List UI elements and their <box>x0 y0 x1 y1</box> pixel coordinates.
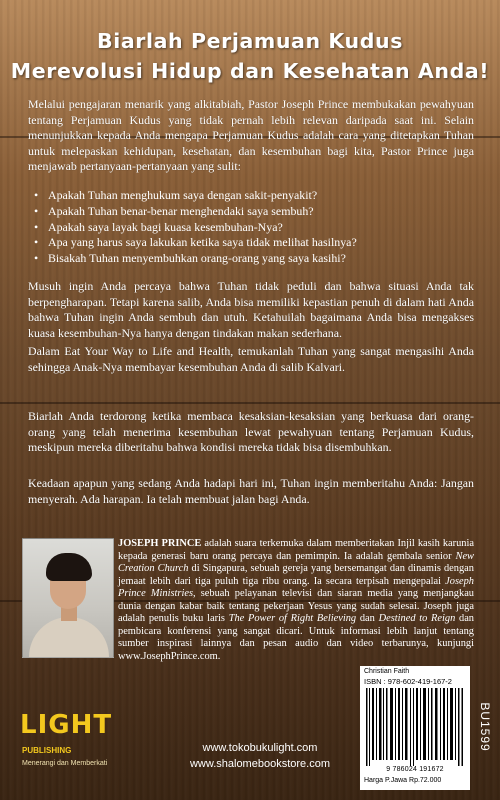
headline <box>0 26 500 86</box>
store-urls <box>160 740 360 772</box>
paragraph-testimonies: Biarlah Anda terdorong ketika membaca kesaksian-kesaksian yang berkuasa dari orang-orang yang telah menerima kesembuhan lewat pewahyuan tentang Perjamuan Kudus, meskipun mereka diberitahu bahwa kondisi mereka tidak bisa disembuhkan. <box>28 409 474 455</box>
barcode-label <box>360 666 470 790</box>
publisher-subtitle: PUBLISHING <box>22 746 72 755</box>
barcode-number: 9 786024 191672 <box>386 766 444 773</box>
paragraph-hope: Keadaan apapun yang sedang Anda hadapi hari ini, Tuhan ingin memberitahu Anda: Jangan menyerah. Ada harapan. Ia telah membuat jalan bagi Anda. <box>28 476 474 506</box>
publisher-name: LIGHT <box>20 710 113 740</box>
bullet-icon: • <box>34 251 39 266</box>
wood-seam <box>0 402 500 404</box>
publisher-tagline: Menerangi dan Memberkati <box>22 760 108 767</box>
question-item <box>28 251 474 267</box>
book-category: Christian Faith <box>364 668 410 675</box>
question-text: Apakah Tuhan menghukum saya dengan sakit-penyakit? <box>48 188 318 202</box>
question-text: Apa yang harus saya lakukan ketika saya tidak melihat hasilnya? <box>48 235 357 250</box>
isbn-text: ISBN : 978-602-419-167-2 <box>364 677 452 686</box>
ministry-name: Joseph Prince Ministries <box>118 575 474 599</box>
bullet-icon: • <box>34 219 39 234</box>
author-name: JOSEPH PRINCE <box>118 538 202 549</box>
question-item <box>28 204 474 220</box>
store-url[interactable]: www.shalomebookstore.com <box>189 758 330 770</box>
church-name: New Creation Church <box>118 550 474 574</box>
barcode-icon <box>366 688 464 766</box>
price-text: Harga P.Jawa Rp.72.000 <box>364 777 442 784</box>
author-bio: JOSEPH PRINCE adalah suara terkemuka dalam memberitakan Injil kasih karunia kepada generasi baru orang percaya dan pemimpin. Ia adalah gembala senior New Creation Church di Singapura, sebuah gereja yang bersemangat dan dinamis dengan jemaat lebih dari tiga puluh tiga ribu orang. Ia secara terpisah mengepalai Joseph Prince Ministries, sebuah pelayanan televisi dan siaran media yang menjangkau dunia dengan kabar baik tentang pekerjaan Yesus yang sudah selesai. Joseph juga adalah penulis buku laris The Power of Right Believing dan Destined to Reign dan pembicara konferensi yang sangat dicari. Untuk informasi lebih lanjut tentang sumber inspirasi lainnya dan pesan audio dan video terbarunya, kunjungi www.JosephPrince.com. <box>118 538 475 662</box>
paragraph-enemy: Musuh ingin Anda percaya bahwa Tuhan tidak peduli dan bahwa situasi Anda tak berpengharapan. Tetapi karena salib, Anda bisa memiliki kepastian penuh di dalam hati Anda bahwa Tuhan ingin Anda sembuh dan utuh. Ketahuilah bagaimana Anda bisa mengakses kuasa kesembuhan-Nya hanya dengan tindakan makan sederhana. <box>28 279 474 340</box>
book-title-1: The Power of Right Believing <box>228 613 357 624</box>
question-item <box>28 188 474 204</box>
side-code <box>474 668 496 786</box>
author-photo <box>22 538 114 658</box>
question-text: Apakah Tuhan benar-benar menghendaki saya sembuh? <box>48 203 314 218</box>
bullet-icon: • <box>34 203 39 218</box>
question-item <box>28 235 474 251</box>
paragraph-book: Dalam Eat Your Way to Life and Health, temukanlah Tuhan yang sangat mengasihi Anda sehingga Anak-Nya membayar kesembuhan Anda di salib Kalvari. <box>28 344 474 374</box>
headline-line-1: Biarlah Perjamuan Kudus <box>97 29 403 53</box>
question-text: Bisakah Tuhan menyembuhkan orang-orang yang saya kasihi? <box>48 251 346 266</box>
bullet-icon: • <box>34 188 39 202</box>
intro-paragraph: Melalui pengajaran menarik yang alkitabiah, Pastor Joseph Prince membukakan pewahyuan tentang Perjamuan Kudus yang tidak pernah lebih relevan daripada saat ini. Selain menunjukkan kepada Anda mengapa Perjamuan Kudus adalah cara yang ditetapkan Tuhan untuk melepaskan kehidupan, kesehatan, dan kesembuhan bagi kita, Pastor Prince juga menjawab pertanyaan-pertanyaan yang sulit: <box>28 97 474 174</box>
question-text: Apakah saya layak bagi kuasa kesembuhan-Nya? <box>48 219 283 234</box>
side-code-text: BU1599 <box>478 702 492 752</box>
question-item <box>28 220 474 236</box>
bullet-icon: • <box>34 235 39 250</box>
store-url[interactable]: www.tokobukulight.com <box>202 742 318 754</box>
question-list <box>28 188 474 267</box>
headline-line-2: Merevolusi Hidup dan Kesehatan Anda! <box>10 59 490 83</box>
book-title-2: Destined to Reign <box>378 613 456 624</box>
publisher-logo <box>20 710 140 780</box>
